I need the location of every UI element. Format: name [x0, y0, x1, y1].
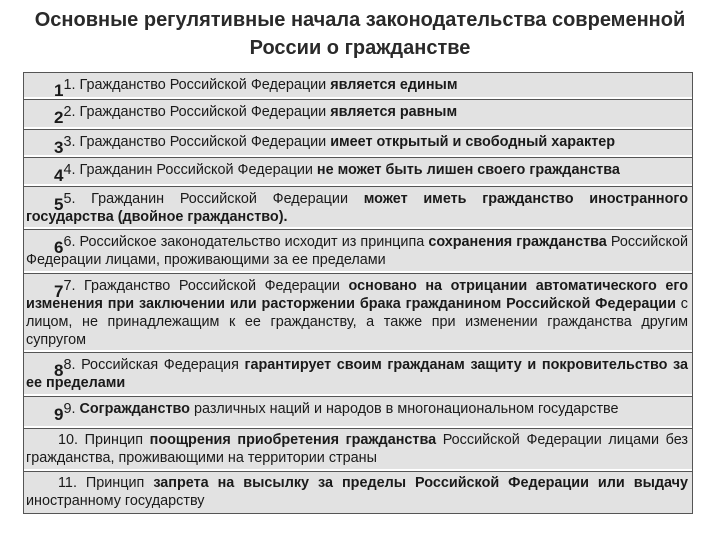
row-text: 7. Гражданство Российской Федерации [63, 278, 349, 294]
principle-row-5 [24, 187, 692, 230]
row-text-emphasis: поощрения приобретения гражданства [149, 432, 437, 448]
row-text: 9. [63, 401, 80, 417]
title-line-1: Основные регулятивные начала законодательства современной [34, 9, 686, 31]
principle-row-11 [24, 472, 692, 513]
row-text-emphasis: гарантирует своим гражданам защиту и покровительство за ее пределами [26, 357, 688, 391]
row-text: 11. Принцип [58, 475, 154, 491]
row-number: 3 [54, 138, 64, 157]
title-line-2: России о гражданстве [249, 37, 471, 59]
row-number: 4 [54, 166, 64, 185]
row-number: 5 [54, 195, 64, 214]
row-number: 6 [54, 238, 64, 257]
row-number: 2 [54, 108, 64, 127]
principle-row-7 [24, 274, 692, 353]
principles-table [23, 72, 693, 514]
row-text: 4. Гражданин Российской Федерации [63, 162, 317, 178]
page-title [0, 6, 720, 62]
row-text: 8. Российская Федерация [63, 357, 245, 373]
row-number: 1 [54, 81, 64, 100]
row-text: 2. Гражданство Российской Федерации [63, 104, 331, 120]
row-text: 3. Гражданство Российской Федерации [63, 134, 331, 150]
row-number: 8 [54, 361, 64, 380]
row-text-emphasis: является единым [330, 77, 458, 93]
row-text: 6. Российское законодательство исходит из принципа [63, 234, 429, 250]
row-text-emphasis: основано на отрицании автоматического его изменения при заключении или расторжении брака гражданином Российской Федерации [26, 278, 688, 312]
principle-row-6 [24, 230, 692, 274]
principle-row-3 [24, 130, 692, 158]
principle-row-4 [24, 158, 692, 187]
row-text-emphasis: может иметь гражданство иностранного государства (двойное гражданство). [26, 191, 688, 225]
row-text-continued: Российской Федерации лицами без гражданства, проживающими на территории страны [26, 432, 688, 466]
row-text-emphasis: является равным [330, 104, 458, 120]
principle-row-9 [24, 397, 692, 429]
row-text-continued: иностранному государству [26, 493, 205, 509]
row-text-emphasis: Согражданство [79, 401, 190, 417]
row-text-emphasis: сохранения гражданства [428, 234, 607, 250]
principle-row-1 [24, 73, 692, 100]
row-text-emphasis: не может быть лишен своего гражданства [316, 162, 620, 178]
row-text-continued: Российской Федерации лицами, проживающими за ее пределами [26, 234, 688, 268]
row-text-emphasis: запрета на высылку за пределы Российской Федерации или выдачу [153, 475, 689, 491]
row-text-emphasis: имеет открытый и свободный характер [330, 134, 616, 150]
row-number: 9 [54, 405, 64, 424]
principle-row-8 [24, 353, 692, 397]
principle-row-10 [24, 429, 692, 472]
row-number: 7 [54, 282, 64, 301]
row-text-continued: с лицом, не принадлежащим к ее гражданству, а также при изменении гражданства другим супругом [26, 296, 688, 348]
row-text-continued: различных наций и народов в многонациональном государстве [189, 401, 619, 417]
row-text: 10. Принцип [58, 432, 150, 448]
row-text: 1. Гражданство Российской Федерации [63, 77, 331, 93]
row-text: 5. Гражданин Российской Федерации [63, 191, 364, 207]
principle-row-2 [24, 100, 692, 130]
